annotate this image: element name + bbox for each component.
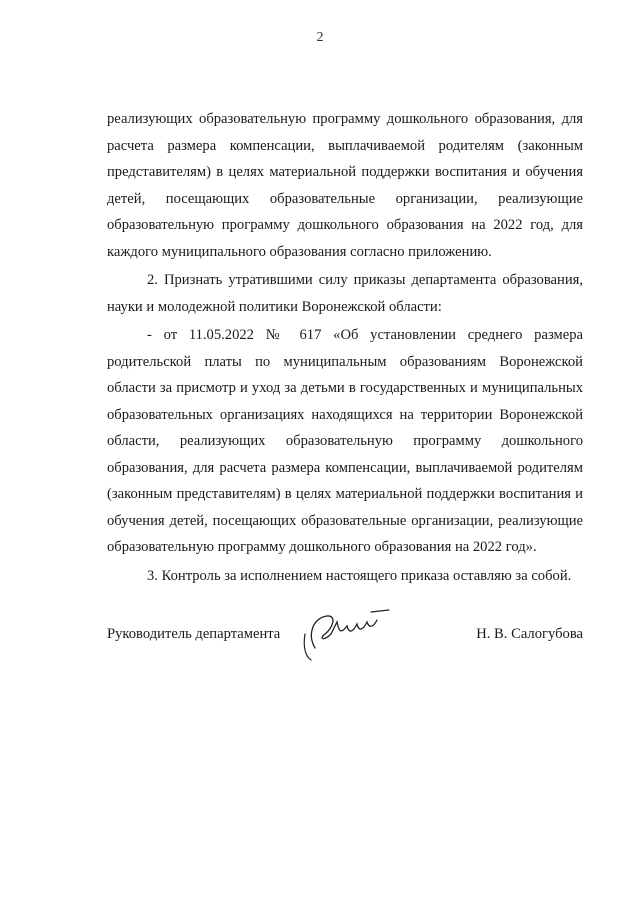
signatory-position: Руководитель департамента xyxy=(107,626,281,642)
paragraph-repealed-order: - от 11.05.2022 № 617 «Об установлении среднего размера родительской платы по муниципальным образованиям Воронежской области за присмотр и уход за детьми в государственных и муниципальных образовательных организациях находящихся на территории Воронежской области, реализующих образовательную программу дошкольного образования, для расчета размера компенсации, выплачиваемой родителям (законным представителям) в целях материальной поддержки воспитания и обучения детей, посещающих образовательные организации, реализующие образовательную программу дошкольного образования на 2022 год». xyxy=(107,327,583,555)
document-body xyxy=(107,106,583,591)
handwritten-signature xyxy=(297,604,397,664)
page-number: 2 xyxy=(316,30,324,45)
paragraph-item-2: 2. Признать утратившими силу приказы департамента образования, науки и молодежной политики Воронежской области: xyxy=(107,272,583,315)
signature-block xyxy=(107,612,583,662)
signatory-name: Н. В. Салогубова xyxy=(476,626,583,642)
paragraph-item-3: 3. Контроль за исполнением настоящего приказа оставляю за собой. xyxy=(147,567,572,584)
paragraph-continuation: реализующих образовательную программу дошкольного образования, для расчета размера компенсации, выплачиваемой родителям (законным представителям) в целях материальной поддержки воспитания и обучения детей, посещающих образовательные организации, реализующие образовательную программу дошкольного образования на 2022 год, для каждого муниципального образования согласно приложению. xyxy=(107,111,583,260)
